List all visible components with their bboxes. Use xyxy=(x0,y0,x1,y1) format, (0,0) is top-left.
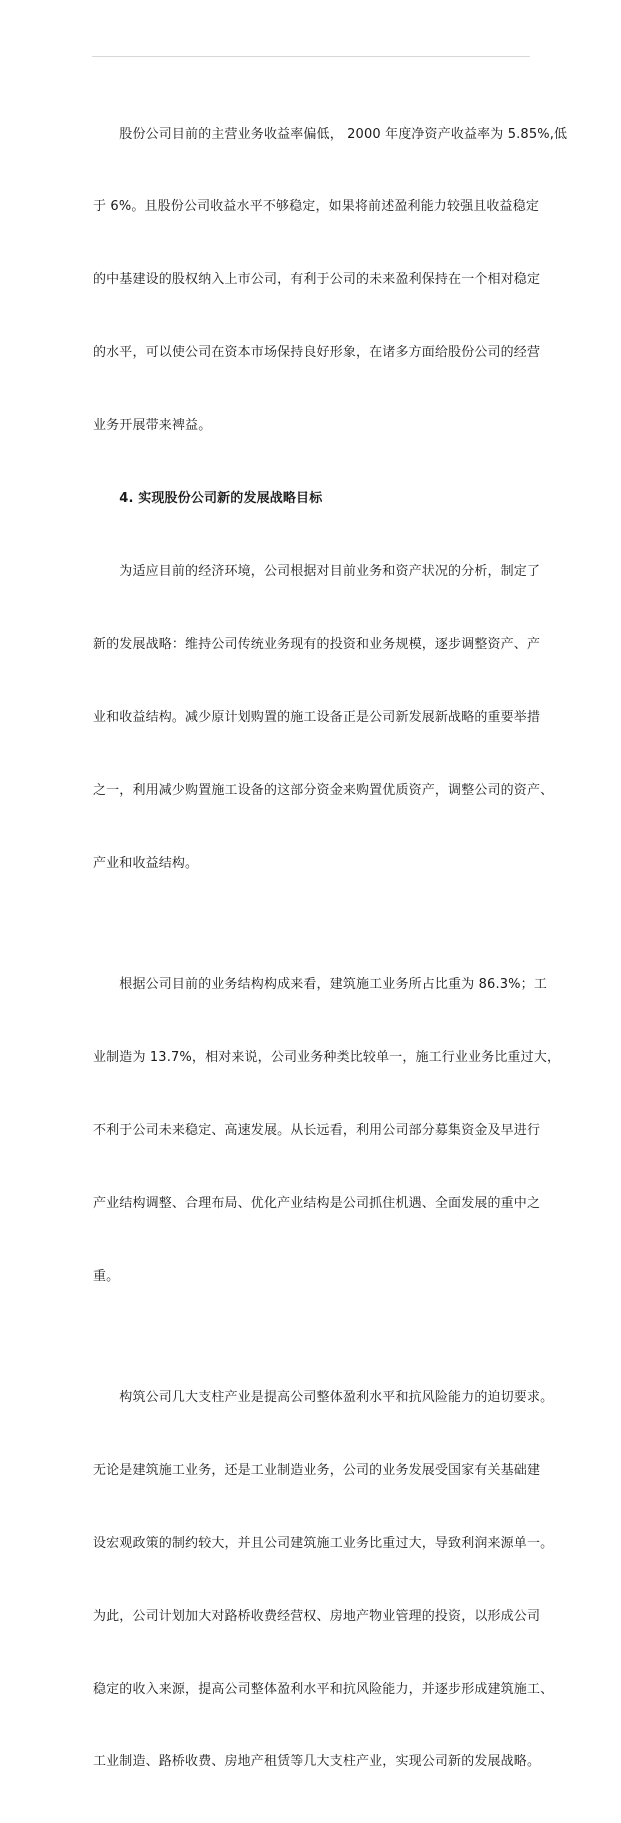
text-line: 于 6%。且股份公司收益水平不够稳定，如果将前述盈利能力较强且收益稳定 xyxy=(93,199,540,215)
text-line: 的水平，可以使公司在资本市场保持良好形象，在诸多方面给股份公司的经营 xyxy=(93,345,541,361)
text-line: 之一，利用减少购置施工设备的这部分资金来购置优质资产，调整公司的资产、 xyxy=(93,782,554,798)
text-line: 为此，公司计划加大对路桥收费经营权、房地产物业管理的投资，以形成公司 xyxy=(93,1608,541,1624)
text-line: 产业结构调整、合理布局、优化产业结构是公司抓住机遇、全面发展的重中之 xyxy=(93,1195,541,1211)
text-line: 业和收益结构。减少原计划购置的施工设备正是公司新发展新战略的重要举措 xyxy=(93,709,541,725)
text-line: 稳定的收入来源，提高公司整体盈利水平和抗风险能力，并逐步形成建筑施工、 xyxy=(93,1681,554,1697)
text-line: 产业和收益结构。 xyxy=(93,855,199,871)
text-line: 根据公司目前的业务结构构成来看，建筑施工业务所占比重为 86.3%；工 xyxy=(93,976,547,992)
paragraph-pillar-industries xyxy=(93,1337,554,1823)
paragraph-strategy xyxy=(93,511,554,924)
text-line: 设宏观政策的制约较大，并且公司建筑施工业务比重过大，导致利润来源单一。 xyxy=(93,1535,554,1551)
document-body xyxy=(93,74,568,1823)
text-line: 工业制造、路桥收费、房地产租赁等几大支柱产业，实现公司新的发展战略。 xyxy=(93,1754,541,1770)
text-line: 的中基建设的股权纳入上市公司，有利于公司的未来盈利保持在一个相对稳定 xyxy=(93,272,541,288)
header-divider xyxy=(92,56,530,57)
section-heading: 4. 实现股份公司新的发展战略目标 xyxy=(93,491,323,507)
text-line: 新的发展战略：维持公司传统业务现有的投资和业务规模，逐步调整资产、产 xyxy=(93,636,541,652)
text-line: 为适应目前的经济环境，公司根据对目前业务和资产状况的分析，制定了 xyxy=(93,563,541,579)
text-line: 股份公司目前的主营业务收益率偏低， 2000 年度净资产收益率为 5.85%,低 xyxy=(93,126,568,142)
paragraph-profitability xyxy=(93,74,568,487)
text-line: 不利于公司未来稳定、高速发展。从长远看，利用公司部分募集资金及早进行 xyxy=(93,1122,541,1138)
paragraph-business-structure xyxy=(93,924,561,1337)
text-line: 业制造为 13.7%，相对来说，公司业务种类比较单一，施工行业业务比重过大， xyxy=(93,1049,561,1065)
text-line: 业务开展带来裨益。 xyxy=(93,418,212,434)
text-line: 构筑公司几大支柱产业是提高公司整体盈利水平和抗风险能力的迫切要求。 xyxy=(93,1390,554,1406)
text-line: 重。 xyxy=(93,1268,120,1284)
text-line: 无论是建筑施工业务，还是工业制造业务，公司的业务发展受国家有关基础建 xyxy=(93,1462,541,1478)
